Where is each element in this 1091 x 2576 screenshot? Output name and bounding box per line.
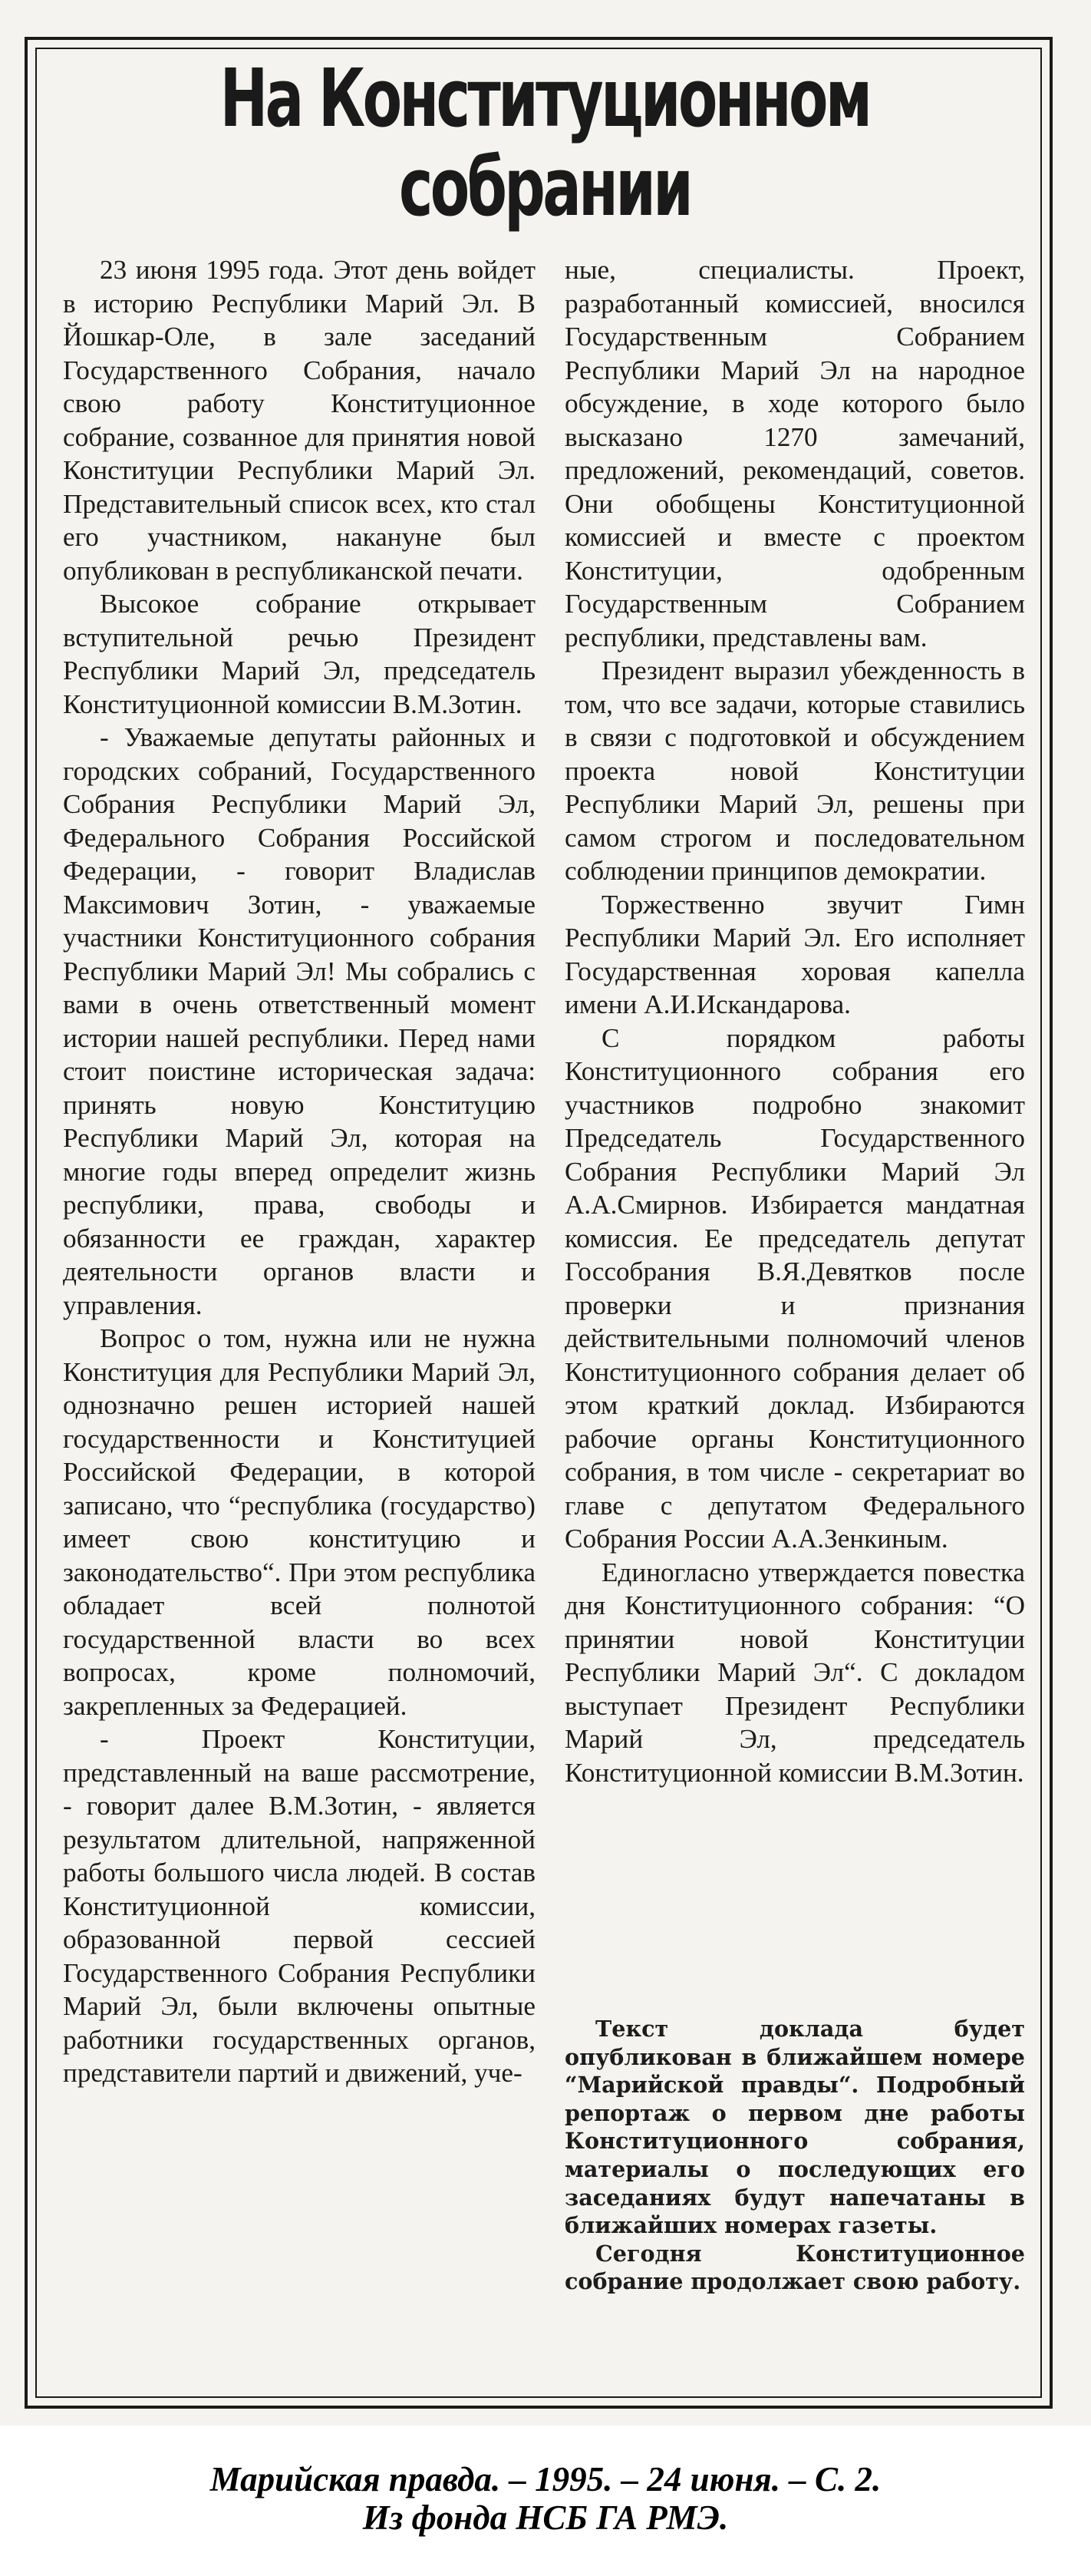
caption-line-2: Из фонда НСБ ГА РМЭ.: [362, 2498, 729, 2537]
paragraph: Торжественно звучит Гимн Республики Марий Эл. Его исполняет Государственная хоровая капелла имени А.И.Искандарова.: [565, 889, 1025, 1019]
headline-line-1: На Конституционном: [219, 51, 870, 145]
article-headline: [186, 51, 904, 234]
paragraph: Единогласно утверждается повестка дня Конституционного собрания: “О принятии новой Конституции Республики Марий Эл“. С докладом выступает Президент Республики Марий Эл, председатель Конституционной комиссии В.М.Зотин.: [565, 1557, 1025, 1788]
left-column: [63, 253, 536, 2090]
paragraph-continued: ные, специалисты. Проект, разработанный комиссией, вносился Государственным Собранием Республики Марий Эл на народное обсуждение, в ходе которого было высказано 1270 замечаний, предложений, рекомендаций, советов. Они обобщены Конституционной комиссией и вместе с проектом Конституции, одобренным Государственным Собранием республики, представлены вам.: [565, 255, 1025, 652]
paragraph: - Проект Конституции, представленный на ваше рассмотрение, - говорит далее В.М.Зотин, - является результатом длительной, напряженной работы большого числа людей. В состав Конституционной комиссии, образованной первой сессией Государственного Собрания Республики Марий Эл, были включены опытные работники государственных органов, представители партий и движений, уче-: [63, 1724, 536, 2088]
paragraph: Высокое собрание открывает вступительной речью Президент Республики Марий Эл, председатель Конституционной комиссии В.М.Зотин.: [63, 589, 536, 719]
source-caption: [0, 2460, 1091, 2537]
paragraph: - Уважаемые депутаты районных и городских собраний, Государственного Собрания Республики Марий Эл, Федерального Собрания Российской Федерации, - говорит Владислав Максимович Зотин, - уважаемые участники Конституционного собрания Республики Марий Эл! Мы собрались с вами в очень ответственный момент истории нашей республики. Перед нами стоит поистине историческая задача: принять новую Конституцию Республики Марий Эл, которая на многие годы вперед определит жизнь республики, права, свободы и обязанности ее граждан, характер деятельности органов власти и управления.: [63, 722, 536, 1320]
caption-line-1: Марийская правда. – 1995. – 24 июня. – С. 2.: [209, 2460, 882, 2498]
editorial-note: [565, 2015, 1025, 2296]
paragraph: Президент выразил убежденность в том, что все задачи, которые ставились в связи с подготовкой и обсуждением проекта новой Конституции Республики Марий Эл, решены при самом строгом и последовательном соблюдении принципов демократии.: [565, 656, 1025, 886]
note-paragraph: Текст доклада будет опубликован в ближайшем номере “Марийской правды“. Подробный репортаж о первом дне работы Конституционного собрания, материалы о последующих его заседаниях будут напечатаны в ближайших номерах газеты.: [565, 2016, 1025, 2239]
paragraph: 23 июня 1995 года. Этот день войдет в историю Республики Марий Эл. В Йошкар-Оле, в зале заседаний Государственного Собрания, начало свою работу Конституционное собрание, созванное для принятия новой Конституции Республики Марий Эл. Представительный список всех, кто стал его участником, накануне был опубликован в республиканской печати.: [63, 255, 536, 586]
note-paragraph: Сегодня Конституционное собрание продолжает свою работу.: [565, 2240, 1025, 2295]
paragraph: Вопрос о том, нужна или не нужна Конституция для Республики Марий Эл, однозначно решен историей нашей государственности и Конституцией Российской Федерации, в которой записано, что “республика (государство) имеет свою конституцию и законодательство“. При этом республика обладает всей полнотой государственной власти во всех вопросах, кроме полномочий, закрепленных за Федерацией.: [63, 1323, 536, 1721]
headline-line-2: собрании: [398, 140, 691, 234]
right-column: [565, 255, 1025, 1789]
paragraph: С порядком работы Конституционного собрания его участников подробно знакомит Председатель Государственного Собрания Республики Марий Эл А.А.Смирнов. Избирается мандатная комиссия. Ее председатель депутат Госсобрания В.Я.Девятков после проверки и признания действительными полномочий членов Конституционного собрания делает об этом краткий доклад. Избираются рабочие органы Конституционного собрания, в том числе - секретариат во главе с депутатом Федерального Собрания России А.А.Зенкиным.: [565, 1022, 1025, 1554]
